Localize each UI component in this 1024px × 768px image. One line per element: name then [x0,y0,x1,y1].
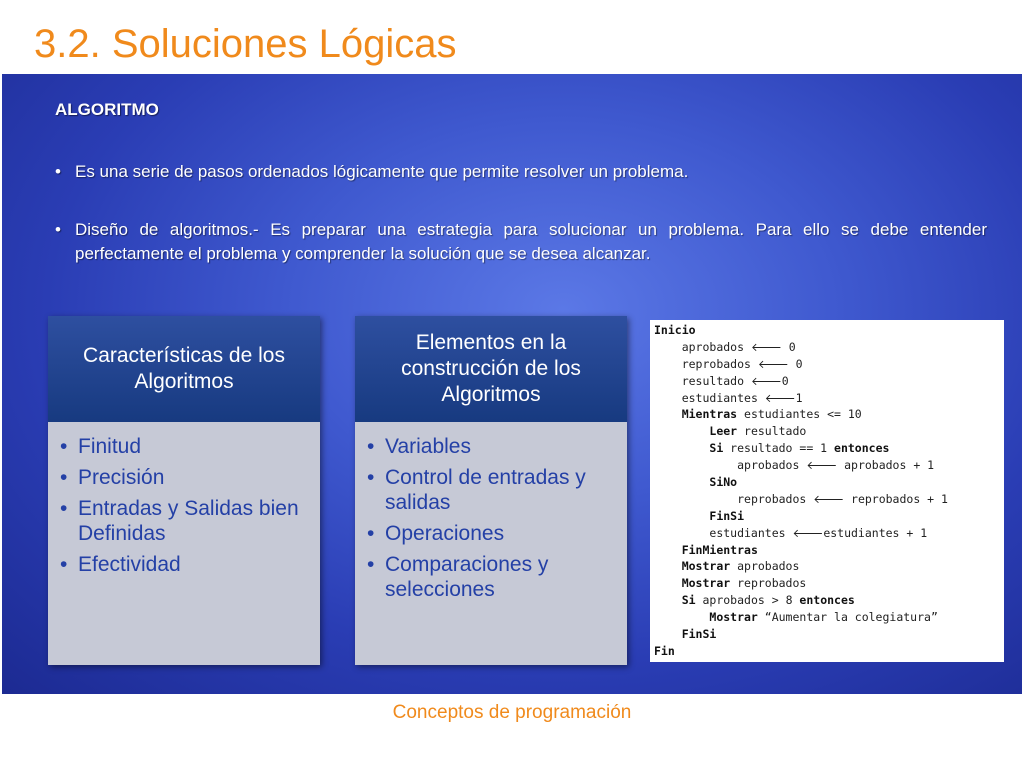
code-line [654,575,1000,592]
code-line [654,339,1000,356]
section-heading: ALGORITMO [55,100,159,119]
code-text: aprobados 🡐 0 [681,339,796,354]
list-item: • Precisión [58,465,310,490]
code-line [654,440,1000,457]
footer-text: Conceptos de programación [392,702,632,723]
code-line [654,626,1000,643]
code-line [654,474,1000,491]
content-panel [2,74,1022,694]
code-keyword: Fin [654,643,675,658]
pseudocode-box [650,320,1004,662]
code-keyword: FinMientras [681,542,758,557]
code-text: estudiantes 🡐1 [681,390,803,405]
list-item: • Entradas y Salidas bien Definidas [58,496,310,546]
bullet-definition [55,160,987,184]
code-text: reprobados 🡐 reprobados + 1 [737,491,948,506]
code-line [654,542,1000,559]
list-item: • Variables [365,434,617,459]
code-keyword: Mientras [681,407,738,422]
card-characteristics [48,316,320,665]
code-text: “Aumentar la colegiatura” [757,610,938,625]
code-keyword: Leer [709,424,738,439]
list-item: • Efectividad [58,552,310,577]
card-title: Elementos en la construcción de los Algoritmos [355,316,627,422]
code-line [654,525,1000,542]
code-text: estudiantes <= 10 [737,407,862,422]
list-item: • Finitud [58,434,310,459]
code-keyword: entonces [834,441,890,456]
code-line [654,406,1000,423]
slide-title: 3.2. Soluciones Lógicas [34,22,457,66]
code-text: resultado == 1 [723,441,835,456]
card-body [48,422,320,665]
code-line [654,373,1000,390]
code-line [654,592,1000,609]
code-line [654,356,1000,373]
code-keyword: FinSi [709,508,745,523]
card-list [58,434,310,577]
card-list [365,434,617,602]
code-text: resultado [737,424,807,439]
code-text: resultado 🡐0 [681,373,789,388]
list-item: • Comparaciones y selecciones [365,552,617,602]
card-title: Características de los Algoritmos [48,316,320,422]
code-text: aprobados > 8 [695,593,800,608]
code-keyword: entonces [799,593,855,608]
code-line [654,643,1000,660]
code-keyword: Si [709,441,724,456]
card-elements [355,316,627,665]
code-line [654,558,1000,575]
code-line [654,423,1000,440]
code-keyword: Mostrar [681,559,731,574]
code-line [654,491,1000,508]
code-line [654,609,1000,626]
code-text: aprobados [730,559,800,574]
code-line [654,322,1000,339]
bullet-design [55,218,987,266]
code-text: reprobados 🡐 0 [681,356,803,371]
code-keyword: FinSi [681,627,717,642]
code-keyword: Si [681,593,696,608]
bullet-text: Diseño de algoritmos.- Es preparar una estrategia para solucionar un problema. Para ello se debe entender perfectamente el problema y comprender la solución que se desea alcanzar. [75,220,987,263]
code-text: estudiantes 🡐estudiantes + 1 [709,525,928,540]
card-body [355,422,627,665]
bullet-text: Es una serie de pasos ordenados lógicamente que permite resolver un problema. [75,162,689,181]
list-item: • Control de entradas y salidas [365,465,617,515]
code-keyword: Mostrar [709,610,758,625]
code-keyword: Inicio [654,323,696,337]
bullet-marker: • [55,220,61,239]
code-keyword: SiNo [709,475,738,490]
code-text: aprobados 🡐 aprobados + 1 [737,458,935,473]
code-text: reprobados [730,576,807,591]
list-item: • Operaciones [365,521,617,546]
code-line [654,390,1000,407]
code-keyword: Mostrar [681,576,731,591]
code-line [654,457,1000,474]
code-line [654,508,1000,525]
bullet-marker: • [55,162,61,181]
